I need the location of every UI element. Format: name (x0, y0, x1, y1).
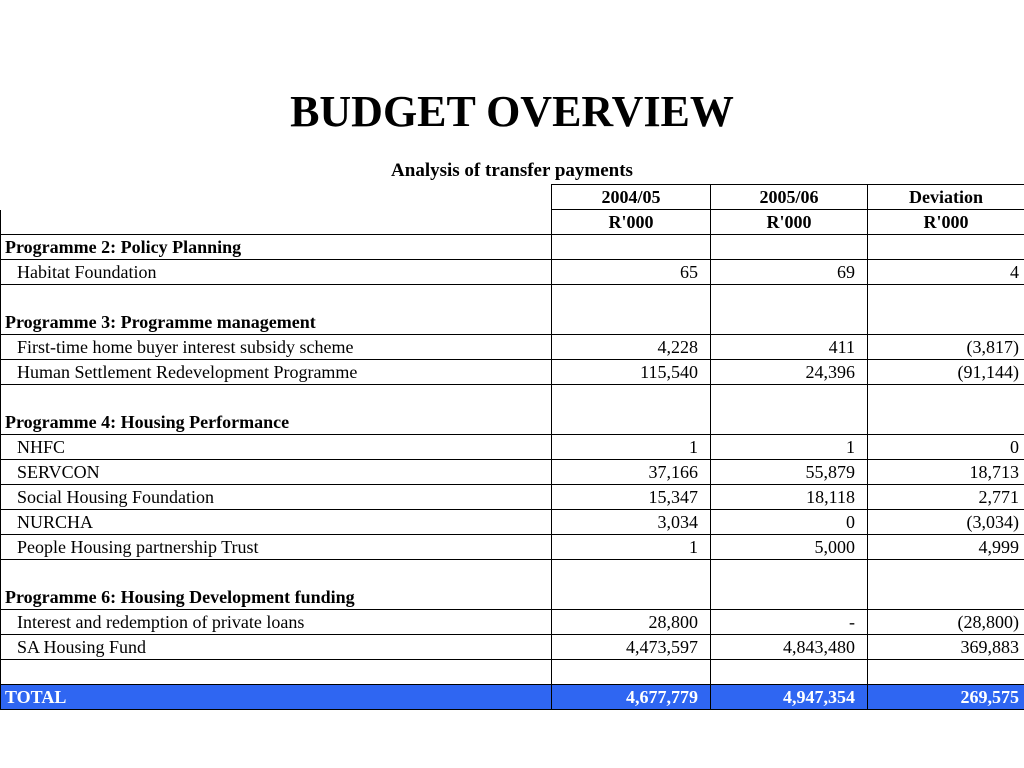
value-deviation: (91,144) (868, 360, 1024, 385)
row-label: Habitat Foundation (1, 260, 552, 285)
value-deviation: 369,883 (868, 635, 1024, 660)
value-2005-06: 5,000 (711, 535, 868, 560)
total-label: TOTAL (1, 685, 552, 710)
value-2004-05: 15,347 (552, 485, 711, 510)
value-deviation (868, 560, 1024, 610)
table-row (1, 510, 1024, 535)
row-label: People Housing partnership Trust (1, 535, 552, 560)
value-2005-06 (711, 560, 868, 610)
value-2004-05: 1 (552, 435, 711, 460)
table-row (1, 360, 1024, 385)
value-2005-06 (711, 385, 868, 435)
row-label: NURCHA (1, 510, 552, 535)
value-2004-05: 1 (552, 535, 711, 560)
unit-header-2005-06: R'000 (711, 210, 868, 235)
page-title: BUDGET OVERVIEW (290, 87, 734, 136)
header-empty-cell (1, 185, 552, 210)
column-header-deviation: Deviation (868, 185, 1024, 210)
value-deviation: (3,817) (868, 335, 1024, 360)
section-row (1, 560, 1024, 610)
table-row (1, 635, 1024, 660)
row-label: Human Settlement Redevelopment Programme (1, 360, 552, 385)
section-label: Programme 2: Policy Planning (1, 235, 552, 260)
value-2004-05 (552, 560, 711, 610)
value-2005-06: 55,879 (711, 460, 868, 485)
row-label: NHFC (1, 435, 552, 460)
value-deviation: 18,713 (868, 460, 1024, 485)
total-2004-05: 4,677,779 (552, 685, 711, 710)
value-deviation (868, 235, 1024, 260)
value-deviation (868, 285, 1024, 335)
value-2005-06: 69 (711, 260, 868, 285)
total-2005-06: 4,947,354 (711, 685, 868, 710)
section-label: Programme 4: Housing Performance (1, 385, 552, 435)
value-2004-05: 4,473,597 (552, 635, 711, 660)
unit-header-deviation: R'000 (868, 210, 1024, 235)
spacer-row (1, 660, 1024, 685)
value-2004-05: 4,228 (552, 335, 711, 360)
table-row (1, 335, 1024, 360)
value-2004-05 (552, 285, 711, 335)
value-2004-05: 65 (552, 260, 711, 285)
row-label: Social Housing Foundation (1, 485, 552, 510)
row-label: SERVCON (1, 460, 552, 485)
value-2005-06 (711, 235, 868, 260)
header-row-units (1, 210, 1024, 235)
value-deviation: 4,999 (868, 535, 1024, 560)
section-label: Programme 6: Housing Development funding (1, 560, 552, 610)
value-2004-05 (552, 660, 711, 685)
value-deviation: (3,034) (868, 510, 1024, 535)
header-row-years (1, 185, 1024, 210)
section-row (1, 285, 1024, 335)
transfer-payments-table (0, 184, 1024, 710)
header-empty-cell (1, 210, 552, 235)
value-2004-05: 115,540 (552, 360, 711, 385)
value-2005-06: 411 (711, 335, 868, 360)
section-row (1, 385, 1024, 435)
value-2004-05 (552, 385, 711, 435)
value-2004-05: 28,800 (552, 610, 711, 635)
value-2004-05: 37,166 (552, 460, 711, 485)
row-label: SA Housing Fund (1, 635, 552, 660)
table-row (1, 460, 1024, 485)
table-row (1, 610, 1024, 635)
value-2005-06 (711, 660, 868, 685)
column-header-2005-06: 2005/06 (711, 185, 868, 210)
section-row (1, 235, 1024, 260)
value-2004-05 (552, 235, 711, 260)
value-deviation: 2,771 (868, 485, 1024, 510)
value-deviation: 0 (868, 435, 1024, 460)
value-2005-06: 0 (711, 510, 868, 535)
value-2005-06: 1 (711, 435, 868, 460)
value-deviation (868, 660, 1024, 685)
section-label (1, 660, 552, 685)
total-row (1, 685, 1024, 710)
value-deviation (868, 385, 1024, 435)
table-row (1, 260, 1024, 285)
value-2004-05: 3,034 (552, 510, 711, 535)
total-deviation: 269,575 (868, 685, 1024, 710)
unit-header-2004-05: R'000 (552, 210, 711, 235)
value-2005-06: 24,396 (711, 360, 868, 385)
table-row (1, 485, 1024, 510)
row-label: Interest and redemption of private loans (1, 610, 552, 635)
value-2005-06: - (711, 610, 868, 635)
table-row (1, 435, 1024, 460)
value-2005-06: 18,118 (711, 485, 868, 510)
value-2005-06: 4,843,480 (711, 635, 868, 660)
table-subtitle: Analysis of transfer payments (391, 160, 633, 181)
value-2005-06 (711, 285, 868, 335)
table-row (1, 535, 1024, 560)
row-label: First-time home buyer interest subsidy scheme (1, 335, 552, 360)
value-deviation: 4 (868, 260, 1024, 285)
column-header-2004-05: 2004/05 (552, 185, 711, 210)
value-deviation: (28,800) (868, 610, 1024, 635)
section-label: Programme 3: Programme management (1, 285, 552, 335)
